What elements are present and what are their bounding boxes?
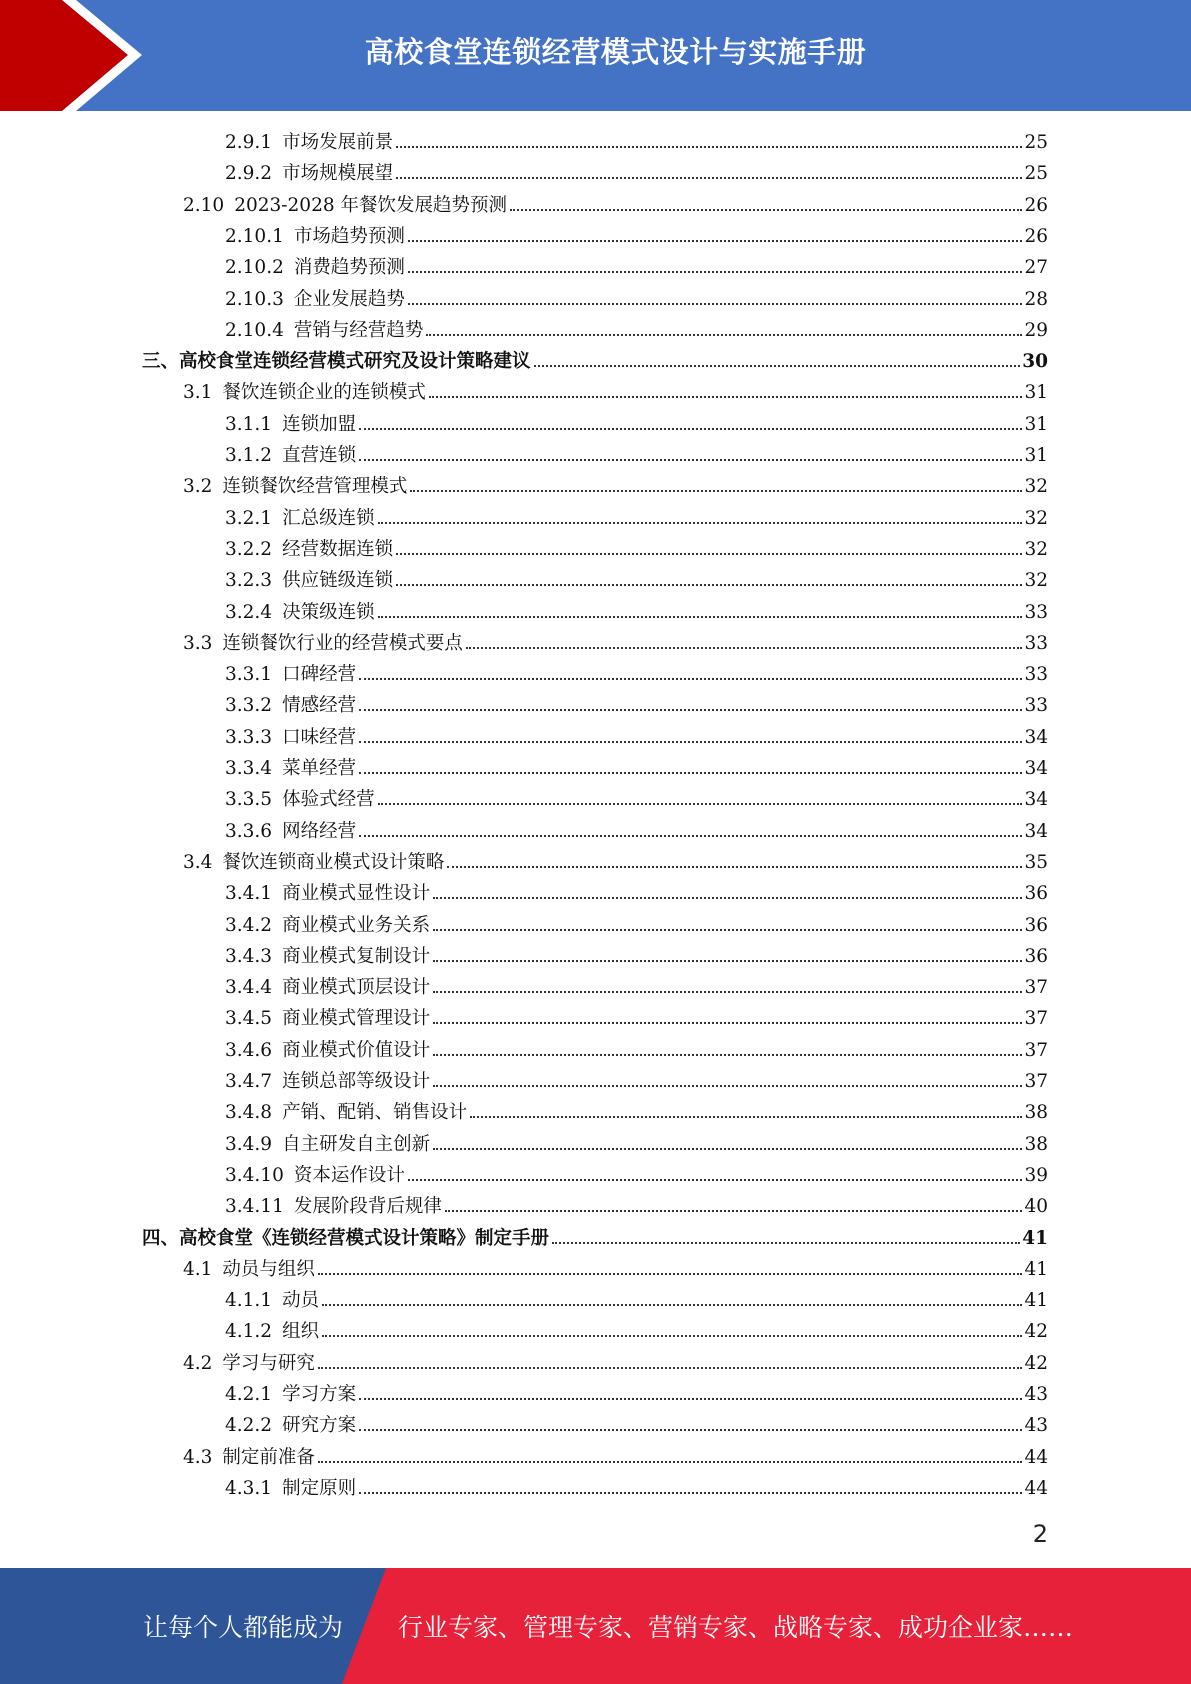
toc-dot-leader <box>408 240 1023 242</box>
toc-entry-title <box>183 847 444 878</box>
toc-entry[interactable] <box>0 753 1048 784</box>
toc-entry-page: 42 <box>1024 1321 1048 1343</box>
toc-entry-number: 3.4.5 <box>225 1008 273 1030</box>
toc-entry-page: 41 <box>1024 1290 1048 1312</box>
toc-entry-label: 2023-2028 年餐饮发展趋势预测 <box>234 194 507 216</box>
toc-entry-page: 38 <box>1024 1102 1048 1124</box>
toc-entry-title <box>142 1223 549 1254</box>
toc-entry-page: 32 <box>1024 507 1048 529</box>
toc-dot-leader <box>359 709 1022 711</box>
toc-entry-number: 3.4.2 <box>225 914 273 936</box>
toc-dot-leader <box>534 365 1021 367</box>
toc-entry-title <box>142 346 531 377</box>
toc-entry[interactable] <box>0 221 1048 252</box>
toc-entry-page: 34 <box>1024 820 1048 842</box>
toc-entry-label: 连锁总部等级设计 <box>282 1071 431 1092</box>
toc-entry-label: 研究方案 <box>282 1415 357 1437</box>
toc-entry[interactable] <box>0 1035 1048 1066</box>
toc-dot-leader <box>433 1022 1022 1024</box>
toc-dot-leader <box>396 584 1022 586</box>
toc-entry-number: 3.1.1 <box>225 413 273 435</box>
toc-entry-label: 营销与经营趋势 <box>293 319 424 341</box>
toc-dot-leader <box>396 177 1022 179</box>
toc-entry-number: 3.4.4 <box>225 977 273 999</box>
toc-entry-page: 32 <box>1024 476 1048 498</box>
toc-entry-title <box>225 1379 356 1410</box>
toc-entry[interactable] <box>0 597 1048 628</box>
toc-entry[interactable] <box>0 1410 1048 1441</box>
toc-entry-page: 34 <box>1024 726 1048 748</box>
toc-entry-number: 3.3.1 <box>225 664 273 686</box>
toc-entry-title <box>183 471 407 502</box>
toc-entry-number: 3.3.3 <box>225 726 273 748</box>
toc-dot-leader <box>408 303 1023 305</box>
toc-entry-page: 37 <box>1024 1008 1048 1030</box>
toc-dot-leader <box>433 897 1022 899</box>
toc-dot-leader <box>396 553 1022 555</box>
page-number: 2 <box>1032 1520 1048 1548</box>
toc-entry-label: 商业模式复制设计 <box>282 945 431 967</box>
toc-entry-number: 4.1.2 <box>225 1321 273 1343</box>
toc-entry-page: 44 <box>1024 1446 1048 1468</box>
toc-entry-page: 42 <box>1024 1352 1048 1374</box>
toc-dot-leader <box>510 209 1022 211</box>
toc-entry-title <box>225 252 405 283</box>
toc-entry-label: 商业模式业务关系 <box>282 914 431 936</box>
toc-entry-title <box>225 784 375 815</box>
toc-entry-page: 33 <box>1024 695 1048 717</box>
toc-entry-label: 餐饮连锁商业模式设计策略 <box>222 851 445 873</box>
toc-entry-number: 3.4.10 <box>225 1164 284 1186</box>
toc-entry-page: 34 <box>1024 789 1048 811</box>
toc-dot-leader <box>359 835 1022 837</box>
toc-entry-title <box>225 565 393 596</box>
toc-entry-title <box>225 972 430 1003</box>
toc-entry-number: 4.3.1 <box>225 1477 273 1499</box>
toc-entry-number: 2.9.1 <box>225 132 273 153</box>
toc-entry-page: 44 <box>1024 1477 1048 1499</box>
toc-entry-number: 3.3 <box>183 632 213 654</box>
toc-entry-number: 3.4.1 <box>225 883 273 905</box>
toc-entry[interactable] <box>0 158 1048 189</box>
toc-entry-page: 32 <box>1024 538 1048 560</box>
toc-entry-title <box>225 127 393 158</box>
toc-entry-label: 资本运作设计 <box>293 1164 405 1186</box>
toc-entry[interactable] <box>0 941 1048 972</box>
toc-entry-title <box>225 1129 430 1160</box>
toc-entry-number: 4.3 <box>183 1446 213 1468</box>
toc-dot-leader <box>359 1492 1022 1494</box>
toc-entry-page: 33 <box>1024 664 1048 686</box>
toc-entry-label: 制定原则 <box>282 1477 357 1499</box>
toc-entry-title <box>225 534 393 565</box>
toc-entry-number: 3.3.4 <box>225 758 273 779</box>
toc-entry[interactable] <box>0 471 1048 502</box>
toc-dot-leader <box>433 991 1022 993</box>
toc-entry-page: 39 <box>1024 1164 1048 1186</box>
toc-entry-title <box>225 1191 442 1222</box>
toc-entry-number: 3.4.11 <box>225 1196 284 1218</box>
toc-entry-page: 34 <box>1024 758 1048 779</box>
toc-entry-number: 4.1.1 <box>225 1290 273 1312</box>
toc-entry-label: 学习方案 <box>282 1384 357 1405</box>
toc-entry[interactable] <box>0 1066 1048 1097</box>
toc-entry[interactable] <box>0 534 1048 565</box>
toc-dot-leader <box>396 146 1022 148</box>
toc-entry-number: 3.4.9 <box>225 1133 273 1155</box>
toc-entry-label: 连锁餐饮行业的经营模式要点 <box>222 632 463 654</box>
toc-dot-leader <box>378 803 1023 805</box>
toc-dot-leader <box>429 396 1023 398</box>
toc-entry-page: 38 <box>1024 1133 1048 1155</box>
toc-dot-leader <box>433 1148 1022 1150</box>
toc-entry-number: 2.10.3 <box>225 288 284 310</box>
toc-entry-page: 43 <box>1024 1384 1048 1405</box>
toc-entry[interactable] <box>0 1223 1048 1254</box>
toc-entry-title <box>225 1160 405 1191</box>
toc-entry-title <box>225 878 430 909</box>
toc-entry-page: 32 <box>1024 570 1048 592</box>
toc-entry-title <box>225 941 430 972</box>
toc-entry-page: 29 <box>1024 319 1048 341</box>
toc-entry[interactable] <box>0 1285 1048 1316</box>
toc-entry[interactable] <box>0 910 1048 941</box>
toc-dot-leader <box>433 929 1022 931</box>
toc-dot-leader <box>433 960 1022 962</box>
toc-dot-leader <box>433 1054 1022 1056</box>
toc-entry-page: 31 <box>1024 382 1048 404</box>
toc-entry-title <box>225 284 405 315</box>
toc-entry-number: 3.3.6 <box>225 820 273 842</box>
toc-entry-label: 企业发展趋势 <box>293 288 405 310</box>
toc-dot-leader <box>359 1429 1022 1431</box>
toc-dot-leader <box>552 1242 1020 1244</box>
toc-entry-title <box>225 1473 356 1504</box>
toc-entry[interactable] <box>0 628 1048 659</box>
toc-entry[interactable] <box>0 346 1048 377</box>
toc-entry-title <box>225 816 356 847</box>
toc-entry[interactable] <box>0 1348 1048 1379</box>
toc-entry-label: 菜单经营 <box>282 758 357 779</box>
toc-entry-page: 36 <box>1024 945 1048 967</box>
toc-dot-leader <box>408 1179 1023 1181</box>
toc-entry-label: 连锁餐饮经营管理模式 <box>222 476 408 498</box>
toc-entry-title <box>225 1316 319 1347</box>
toc-entry[interactable] <box>0 847 1048 878</box>
toc-entry-page: 37 <box>1024 1039 1048 1061</box>
toc-entry-number: 2.10.1 <box>225 225 284 247</box>
toc-dot-leader <box>470 1116 1022 1118</box>
toc-entry-label: 直营连锁 <box>282 445 357 466</box>
toc-entry-number: 3.2.4 <box>225 601 273 623</box>
toc-entry-page: 31 <box>1024 413 1048 435</box>
toc-dot-leader <box>408 271 1023 273</box>
toc-dot-leader <box>359 1398 1022 1400</box>
toc-entry-title <box>225 690 356 721</box>
toc-entry-page: 37 <box>1024 977 1048 999</box>
toc-entry-page: 28 <box>1024 288 1048 310</box>
toc-entry[interactable] <box>0 440 1048 471</box>
toc-entry-page: 26 <box>1024 225 1048 247</box>
toc-entry-label: 网络经营 <box>282 820 357 842</box>
toc-entry-title <box>183 628 463 659</box>
toc-entry-label: 市场规模展望 <box>282 163 394 185</box>
toc-entry-title <box>225 315 423 346</box>
toc-entry-page: 27 <box>1024 257 1048 279</box>
toc-entry-label: 学习与研究 <box>222 1352 315 1374</box>
toc-entry-label: 组织 <box>282 1321 320 1343</box>
toc-entry-page: 40 <box>1024 1196 1048 1218</box>
toc-entry-label: 经营数据连锁 <box>282 538 394 560</box>
toc-entry[interactable] <box>0 972 1048 1003</box>
toc-entry-label: 口碑经营 <box>282 664 357 686</box>
toc-entry-label: 市场发展前景 <box>282 132 394 153</box>
toc-entry-page: 43 <box>1024 1415 1048 1437</box>
toc-dot-leader <box>318 1367 1023 1369</box>
toc-entry-number: 3.1.2 <box>225 445 273 466</box>
toc-entry-label: 市场趋势预测 <box>293 225 405 247</box>
toc-entry-page: 25 <box>1024 132 1048 153</box>
toc-entry[interactable] <box>0 878 1048 909</box>
toc-entry-label: 发展阶段背后规律 <box>293 1196 442 1218</box>
toc-entry-label: 体验式经营 <box>282 789 375 811</box>
toc-entry[interactable] <box>0 722 1048 753</box>
toc-entry-title <box>225 1097 467 1128</box>
toc-dot-leader <box>359 428 1022 430</box>
toc-entry[interactable] <box>0 659 1048 690</box>
toc-dot-leader <box>433 1085 1022 1087</box>
toc-entry-label: 口味经营 <box>282 726 357 748</box>
toc-entry-number: 4.2.1 <box>225 1384 273 1405</box>
toc-entry-label: 消费趋势预测 <box>293 257 405 279</box>
toc-entry-label: 汇总级连锁 <box>282 507 375 529</box>
toc-dot-leader <box>359 772 1022 774</box>
toc-entry-label: 商业模式顶层设计 <box>282 977 431 999</box>
toc-dot-leader <box>447 866 1022 868</box>
toc-entry-title <box>225 1285 319 1316</box>
toc-entry-page: 30 <box>1022 351 1048 373</box>
toc-entry-page: 25 <box>1024 163 1048 185</box>
toc-entry-title <box>225 753 356 784</box>
toc-entry[interactable] <box>0 1316 1048 1347</box>
toc-entry-title <box>225 910 430 941</box>
toc-entry-number: 3.4.8 <box>225 1102 273 1124</box>
toc-entry-number: 3.2 <box>183 476 213 498</box>
toc-entry-page: 31 <box>1024 445 1048 466</box>
toc-entry[interactable] <box>0 284 1048 315</box>
toc-dot-leader <box>359 741 1022 743</box>
toc-entry-title <box>225 158 393 189</box>
toc-entry[interactable] <box>0 409 1048 440</box>
toc-entry[interactable] <box>0 1191 1048 1222</box>
toc-entry-label: 情感经营 <box>282 695 357 717</box>
toc-entry-page: 36 <box>1024 883 1048 905</box>
toc-entry-number: 2.10.4 <box>225 319 284 341</box>
toc-entry-number: 4.1 <box>183 1258 213 1280</box>
toc-entry-label: 连锁加盟 <box>282 413 357 435</box>
document-title: 高校食堂连锁经营模式设计与实施手册 <box>364 35 867 69</box>
page-header <box>0 0 1191 111</box>
toc-entry-label: 商业模式价值设计 <box>282 1039 431 1061</box>
footer-slogan: 让每个人都能成为 <box>143 1613 344 1642</box>
toc-entry-page: 36 <box>1024 914 1048 936</box>
toc-entry-number: 2.10.2 <box>225 257 284 279</box>
toc-entry[interactable] <box>0 1254 1048 1285</box>
footer-expert-list: 行业专家、管理专家、营销专家、战略专家、成功企业家…… <box>398 1613 1074 1642</box>
toc-entry-page: 41 <box>1024 1258 1048 1280</box>
toc-entry-title <box>225 1003 430 1034</box>
toc-entry[interactable] <box>0 784 1048 815</box>
toc-entry-label: 供应链级连锁 <box>282 570 394 592</box>
toc-entry-number: 3.2.3 <box>225 570 273 592</box>
toc-entry[interactable] <box>0 816 1048 847</box>
toc-entry-number: 4.2.2 <box>225 1415 273 1437</box>
toc-entry-page: 26 <box>1024 194 1048 216</box>
toc-entry-number: 3.4.7 <box>225 1071 273 1092</box>
toc-entry-number: 3.3.2 <box>225 695 273 717</box>
toc-entry[interactable] <box>0 565 1048 596</box>
toc-entry-label: 商业模式管理设计 <box>282 1008 431 1030</box>
toc-entry-number: 3.2.2 <box>225 538 273 560</box>
toc-entry-title <box>225 221 405 252</box>
toc-entry-title <box>225 659 356 690</box>
toc-dot-leader <box>426 334 1022 336</box>
toc-entry-label: 动员与组织 <box>222 1258 315 1280</box>
toc-dot-leader <box>359 678 1022 680</box>
toc-dot-leader <box>322 1335 1022 1337</box>
toc-entry-title <box>225 1410 356 1441</box>
toc-entry-title <box>183 1442 315 1473</box>
toc-entry-page: 35 <box>1024 851 1048 873</box>
toc-dot-leader <box>378 522 1023 524</box>
toc-dot-leader <box>318 1461 1023 1463</box>
toc-entry[interactable] <box>0 377 1048 408</box>
toc-entry-title <box>225 409 356 440</box>
toc-entry-number: 2.9.2 <box>225 163 273 185</box>
toc-entry-page: 33 <box>1024 601 1048 623</box>
toc-dot-leader <box>410 490 1022 492</box>
toc-dot-leader <box>322 1304 1022 1306</box>
toc-entry[interactable] <box>0 1379 1048 1410</box>
toc-entry-label: 制定前准备 <box>222 1446 315 1468</box>
toc-entry-label: 四、高校食堂《连锁经营模式设计策略》制定手册 <box>142 1227 550 1249</box>
toc-entry[interactable] <box>0 127 1048 158</box>
toc-entry[interactable] <box>0 1442 1048 1473</box>
toc-entry[interactable] <box>0 252 1048 283</box>
toc-entry-title <box>225 503 375 534</box>
toc-entry-title <box>183 377 426 408</box>
toc-entry-label: 自主研发自主创新 <box>282 1133 431 1155</box>
toc-entry[interactable] <box>0 315 1048 346</box>
toc-entry-label: 餐饮连锁企业的连锁模式 <box>222 382 426 404</box>
toc-dot-leader <box>359 459 1022 461</box>
toc-entry-number: 3.4 <box>183 851 213 873</box>
toc-entry-label: 决策级连锁 <box>282 601 375 623</box>
toc-entry-label: 产销、配销、销售设计 <box>282 1102 468 1124</box>
toc-dot-leader <box>318 1273 1023 1275</box>
toc-entry-number: 4.2 <box>183 1352 213 1374</box>
toc-entry[interactable] <box>0 1129 1048 1160</box>
toc-entry-number: 3.3.5 <box>225 789 273 811</box>
toc-dot-leader <box>466 647 1023 649</box>
toc-entry[interactable] <box>0 690 1048 721</box>
toc-dot-leader <box>378 616 1023 618</box>
toc-entry-label: 动员 <box>282 1290 320 1312</box>
toc-entry-title <box>225 1035 430 1066</box>
toc-entry[interactable] <box>0 1160 1048 1191</box>
page-footer <box>0 1568 1191 1684</box>
toc-entry-title <box>225 1066 430 1097</box>
toc-entry-title <box>183 1348 315 1379</box>
toc-entry-page: 41 <box>1022 1227 1048 1249</box>
toc-entry[interactable] <box>0 503 1048 534</box>
toc-entry-number: 3.4.6 <box>225 1039 273 1061</box>
toc-entry[interactable] <box>0 1097 1048 1128</box>
toc-entry-number: 2.10 <box>183 194 225 216</box>
toc-entry-title <box>225 440 356 471</box>
toc-entry-number: 3.2.1 <box>225 507 273 529</box>
toc-entry-title <box>183 1254 315 1285</box>
toc-entry-page: 37 <box>1024 1071 1048 1092</box>
toc-dot-leader <box>445 1210 1023 1212</box>
toc-entry[interactable] <box>0 1473 1048 1504</box>
toc-entry-number: 3.4.3 <box>225 945 273 967</box>
toc-entry-number: 3.1 <box>183 382 213 404</box>
toc-entry-title <box>225 722 356 753</box>
toc-entry-title <box>225 597 375 628</box>
toc-entry-label: 商业模式显性设计 <box>282 883 431 905</box>
toc-entry-title <box>183 190 507 221</box>
toc-entry[interactable] <box>0 190 1048 221</box>
toc-entry[interactable] <box>0 1003 1048 1034</box>
toc-entry-page: 33 <box>1024 632 1048 654</box>
toc-entry-label: 三、高校食堂连锁经营模式研究及设计策略建议 <box>142 351 531 373</box>
